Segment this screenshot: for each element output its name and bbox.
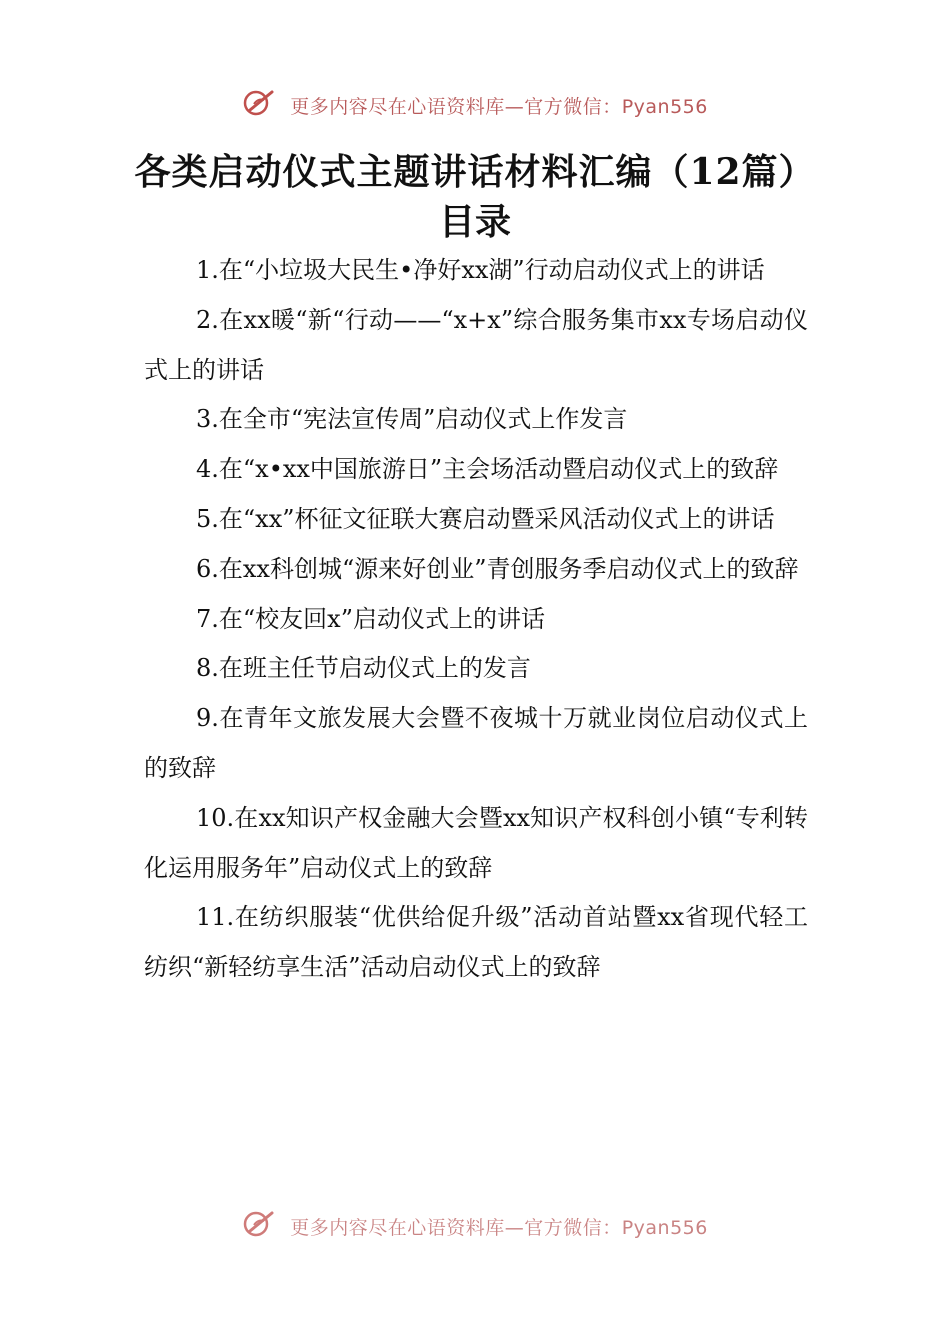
watermark-footer <box>0 1209 950 1244</box>
toc-item[interactable]: 11.在纺织服装“优供给促升级”活动首站暨xx省现代轻工纺织“新轻纺享生活”活动启动仪式上的致辞 <box>144 903 808 982</box>
toc-item[interactable]: 6.在xx科创城“源来好创业”青创服务季启动仪式上的致辞 <box>196 554 799 583</box>
watermark-text: 更多内容尽在心语资料库—官方微信：Pyan556 <box>290 96 708 118</box>
toc-item[interactable]: 2.在xx暖“新“行动——“x+x”综合服务集市xx专场启动仪式上的讲话 <box>144 305 808 384</box>
toc-item[interactable]: 5.在“xx”杯征文征联大赛启动暨采风活动仪式上的讲话 <box>196 504 775 533</box>
table-of-contents <box>144 246 808 993</box>
watermark-header <box>0 88 950 123</box>
toc-item[interactable]: 1.在“小垃圾大民生•净好xx湖”行动启动仪式上的讲话 <box>196 256 765 284</box>
toc-item[interactable]: 4.在“x•xx中国旅游日”主会场活动暨启动仪式上的致辞 <box>196 455 779 484</box>
watermark-text: 更多内容尽在心语资料库—官方微信：Pyan556 <box>290 1217 708 1239</box>
toc-item[interactable]: 10.在xx知识产权金融大会暨xx知识产权科创小镇“专利转化运用服务年”启动仪式上的致辞 <box>144 803 808 882</box>
toc-item[interactable]: 9.在青年文旅发展大会暨不夜城十万就业岗位启动仪式上的致辞 <box>144 704 808 782</box>
document-title: 各类启动仪式主题讲话材料汇编（12篇） <box>134 151 816 193</box>
toc-item[interactable]: 7.在“校友回x”启动仪式上的讲话 <box>196 604 545 633</box>
toc-heading: 目录 <box>438 201 511 243</box>
toc-item[interactable]: 3.在全市“宪法宣传周”启动仪式上作发言 <box>196 405 628 434</box>
brush-logo-icon <box>242 1209 278 1244</box>
toc-item[interactable]: 8.在班主任节启动仪式上的发言 <box>196 654 531 683</box>
brush-logo-icon <box>242 88 278 123</box>
